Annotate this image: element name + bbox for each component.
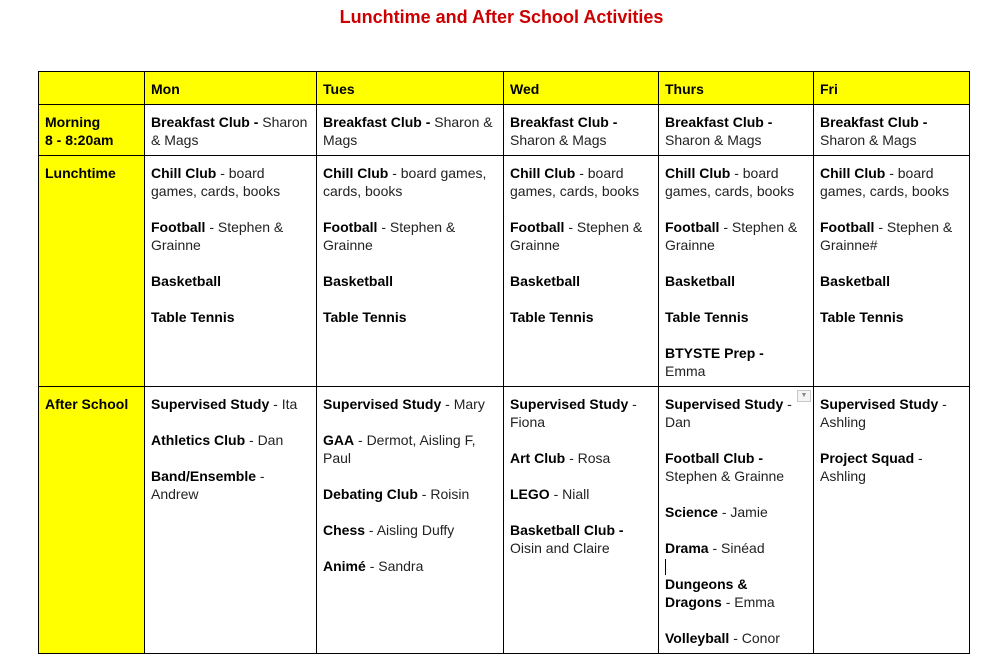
activity-name: Football — [510, 219, 565, 235]
activity-name: Basketball — [323, 273, 394, 289]
activity-cell-thurs[interactable] — [659, 156, 814, 387]
activity-name: Football — [665, 219, 720, 235]
row-label-line: Morning — [45, 114, 101, 130]
activity-name: Table Tennis — [151, 309, 235, 325]
day-header-tues[interactable]: Tues — [317, 72, 504, 105]
activity-name: Chess — [323, 522, 366, 538]
activity-name: Table Tennis — [665, 309, 749, 325]
activity-name: Art Club — [510, 450, 566, 466]
activity-entry — [820, 113, 963, 149]
activity-cell-tues[interactable] — [317, 156, 504, 387]
activity-entry — [510, 395, 652, 431]
activity-entry — [151, 431, 310, 449]
activity-cell-fri[interactable] — [814, 387, 970, 654]
activity-cell-fri[interactable] — [814, 156, 970, 387]
day-header-wed[interactable]: Wed — [504, 72, 659, 105]
activity-name: Supervised Study — [323, 396, 442, 412]
activity-entry — [510, 485, 652, 503]
activity-entry — [323, 431, 497, 467]
activity-name: Basketball — [510, 273, 581, 289]
activity-detail: - Stephen & Grainne — [323, 219, 456, 253]
activity-detail: - Stephen & Grainne — [510, 219, 643, 253]
activity-entry — [151, 218, 310, 254]
activity-entry — [665, 449, 807, 485]
activity-entry — [510, 521, 652, 557]
header-row — [39, 72, 970, 105]
activity-name: BTYSTE Prep - — [665, 345, 764, 361]
activity-cell-tues[interactable] — [317, 387, 504, 654]
activity-name: Supervised Study — [510, 396, 629, 412]
activity-entry — [323, 164, 497, 200]
activity-entry — [665, 539, 807, 557]
activity-detail: - board games, cards, books — [820, 165, 950, 199]
activity-name: Table Tennis — [820, 309, 904, 325]
cell-dropdown-icon[interactable]: ▼ — [797, 390, 811, 402]
activity-entry — [151, 308, 310, 326]
activity-detail: - Roisin — [421, 486, 470, 502]
activity-name: Table Tennis — [510, 309, 594, 325]
activity-detail: - Stephen & Grainne — [665, 219, 798, 253]
activity-entry — [665, 308, 807, 326]
activity-entry — [323, 485, 497, 503]
activity-name: Chill Club — [820, 165, 886, 181]
activity-detail: - Aisling Duffy — [368, 522, 455, 538]
activity-detail: - board games, cards, books — [323, 165, 487, 199]
activity-name: Chill Club — [665, 165, 731, 181]
activity-entry — [820, 218, 963, 254]
activity-cell-mon[interactable] — [145, 387, 317, 654]
activity-entry — [323, 308, 497, 326]
text-cursor — [665, 559, 666, 575]
activity-entry — [510, 308, 652, 326]
activity-detail: - Andrew — [151, 468, 265, 502]
activity-entry — [820, 449, 963, 485]
day-header-thurs[interactable]: Thurs — [659, 72, 814, 105]
activity-detail: - board games, cards, books — [510, 165, 640, 199]
row-label-cell[interactable] — [39, 156, 145, 387]
corner-cell[interactable] — [39, 72, 145, 105]
activity-entry — [820, 272, 963, 290]
activity-name: Chill Club — [510, 165, 576, 181]
activity-entry — [510, 164, 652, 200]
row-label-line: Lunchtime — [45, 165, 116, 181]
activity-detail: Stephen & Grainne — [665, 468, 785, 484]
activity-detail: - Jamie — [721, 504, 768, 520]
activity-entry — [665, 218, 807, 254]
activity-detail: - board games, cards, books — [151, 165, 281, 199]
row-label-line: After School — [45, 396, 129, 412]
activity-entry — [510, 113, 652, 149]
day-header-fri[interactable]: Fri — [814, 72, 970, 105]
activity-name: Athletics Club — [151, 432, 246, 448]
activity-name: Breakfast Club - — [510, 114, 618, 130]
activity-entry — [665, 344, 807, 380]
activity-name: Drama — [665, 540, 709, 556]
schedule-row — [39, 156, 970, 387]
activity-detail: Sharon & Mags — [323, 114, 493, 148]
activity-detail: Emma — [665, 363, 706, 379]
activity-name: Football — [820, 219, 875, 235]
activity-entry — [323, 113, 497, 149]
activity-name: Basketball — [151, 273, 222, 289]
activity-detail: - Ashling — [820, 450, 923, 484]
activity-detail: - Niall — [553, 486, 590, 502]
activity-entry — [510, 272, 652, 290]
activity-entry — [323, 557, 497, 575]
activity-entry — [151, 467, 310, 503]
activity-detail: - Dan — [665, 396, 792, 430]
activity-name: Supervised Study — [665, 396, 784, 412]
activity-entry — [323, 272, 497, 290]
activity-entry — [665, 164, 807, 200]
activity-entry — [151, 164, 310, 200]
activity-detail: Sharon & Mags — [151, 114, 308, 148]
activity-entry — [665, 629, 807, 647]
activity-entry — [820, 395, 963, 431]
activity-name: Basketball — [820, 273, 891, 289]
activity-cell-mon[interactable] — [145, 156, 317, 387]
activity-detail: Oisin and Claire — [510, 540, 610, 556]
activity-name: Breakfast Club - — [820, 114, 928, 130]
activity-cell-mon[interactable] — [145, 105, 317, 156]
activity-entry — [510, 218, 652, 254]
schedule-row — [39, 387, 970, 654]
activity-cell-thurs[interactable] — [659, 387, 814, 654]
activity-name: Debating Club — [323, 486, 418, 502]
activity-name: Project Squad — [820, 450, 915, 466]
row-label-cell[interactable] — [39, 105, 145, 156]
activity-detail: Sharon & Mags — [510, 132, 607, 148]
activity-name: Volleyball — [665, 630, 730, 646]
activity-detail: Sharon & Mags — [665, 132, 762, 148]
activity-detail: - Ashling — [820, 396, 947, 430]
activity-detail: - Conor — [733, 630, 780, 646]
activity-detail: - board games, cards, books — [665, 165, 795, 199]
activity-detail: - Rosa — [569, 450, 611, 466]
activities-table — [38, 71, 970, 654]
activity-entry — [510, 449, 652, 467]
activity-entry — [665, 575, 807, 611]
activity-entry — [665, 272, 807, 290]
activity-cell-fri[interactable] — [814, 105, 970, 156]
activity-entry — [665, 503, 807, 521]
activity-name: Football — [323, 219, 378, 235]
activity-detail: - Sandra — [369, 558, 424, 574]
activity-name: Breakfast Club - — [665, 114, 773, 130]
activity-cell-wed[interactable] — [504, 105, 659, 156]
activity-entry — [323, 521, 497, 539]
activity-detail: - Dermot, Aisling F, Paul — [323, 432, 476, 466]
activity-detail: - Stephen & Grainne — [151, 219, 284, 253]
activity-name: Football Club - — [665, 450, 763, 466]
activity-cell-thurs[interactable] — [659, 105, 814, 156]
schedule-row — [39, 105, 970, 156]
activity-entry — [151, 113, 310, 149]
row-label-cell[interactable] — [39, 387, 145, 654]
activity-detail: - Emma — [725, 594, 775, 610]
activity-detail: - Ita — [273, 396, 298, 412]
activity-detail: - Dan — [249, 432, 284, 448]
activity-name: Chill Club — [323, 165, 389, 181]
row-label-line: 8 - 8:20am — [45, 132, 114, 148]
activity-entry — [820, 164, 963, 200]
activity-entry — [820, 308, 963, 326]
activity-detail: - Mary — [445, 396, 485, 412]
activity-entry — [665, 395, 807, 431]
activity-name: Basketball Club - — [510, 522, 624, 538]
activity-name: Band/Ensemble — [151, 468, 257, 484]
activity-name: Basketball — [665, 273, 736, 289]
page-title: Lunchtime and After School Activities — [339, 7, 664, 27]
activity-name: Science — [665, 504, 718, 520]
activity-cell-tues[interactable] — [317, 105, 504, 156]
activity-name: Animé — [323, 558, 366, 574]
activity-entry — [151, 395, 310, 413]
activity-name: Supervised Study — [151, 396, 270, 412]
activity-name: Supervised Study — [820, 396, 939, 412]
activity-entry — [323, 218, 497, 254]
activity-name: Breakfast Club - — [151, 114, 259, 130]
activity-detail: - Fiona — [510, 396, 637, 430]
day-header-mon[interactable]: Mon — [145, 72, 317, 105]
activity-detail: - Sinéad — [712, 540, 765, 556]
activity-detail: - Stephen & Grainne# — [820, 219, 953, 253]
activity-detail: Sharon & Mags — [820, 132, 917, 148]
activity-name: Table Tennis — [323, 309, 407, 325]
activity-name: Dungeons & Dragons — [665, 576, 748, 610]
activity-name: GAA — [323, 432, 355, 448]
activity-entry — [665, 113, 807, 149]
activity-cell-wed[interactable] — [504, 387, 659, 654]
activity-name: Chill Club — [151, 165, 217, 181]
activity-entry — [323, 395, 497, 413]
activity-entry — [151, 272, 310, 290]
activity-name: Football — [151, 219, 206, 235]
activity-name: Breakfast Club - — [323, 114, 431, 130]
activity-cell-wed[interactable] — [504, 156, 659, 387]
activity-name: LEGO — [510, 486, 550, 502]
